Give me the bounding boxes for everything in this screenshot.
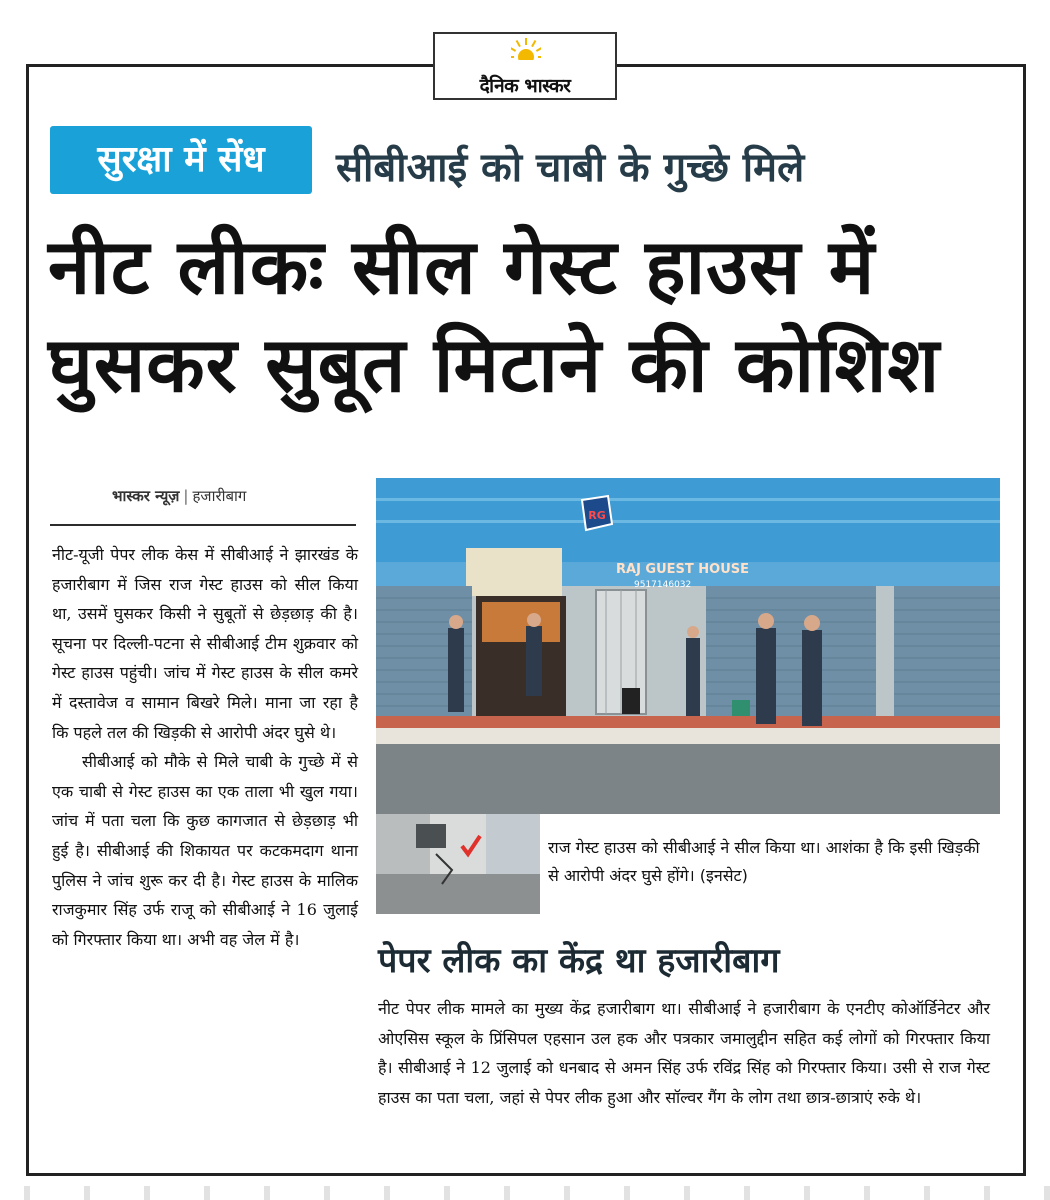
masthead	[433, 32, 617, 100]
kicker-subhead: सीबीआई को चाबी के गुच्छे मिले	[336, 145, 805, 191]
article-body-left	[52, 540, 358, 954]
article-body-right: नीट पेपर लीक मामले का मुख्य केंद्र हजारीबाग था। सीबीआई ने हजारीबाग के एनटीए कोऑर्डिनेटर और ओएसिस स्कूल के प्रिंसिपल एहसान उल हक और पत्रकार जमालुद्दीन सहित कई लोगों को गिरफ्तार किया है। सीबीआई ने 12 जुलाई को धनबाद से अमन सिंह उर्फ रविंद्र सिंह को गिरफ्तार किया। उसी से राज गेस्ट हाउस का पता चला, जहां से पेपर लीक हुआ और सॉल्वर गैंग के लोग तथा छात्र-छात्राएं रुके थे।	[378, 999, 990, 1107]
guest-house-photo	[376, 478, 1000, 814]
sign-phone: 9517146032	[634, 580, 692, 590]
byline-place: हजारीबाग	[192, 487, 247, 505]
byline-agency: भास्कर न्यूज़	[112, 487, 180, 505]
window-inset-photo	[376, 814, 540, 914]
byline-separator: |	[183, 487, 189, 505]
headline-line-1: नीट लीकः सील गेस्ट हाउस में	[48, 222, 876, 311]
photo-caption: राज गेस्ट हाउस को सीबीआई ने सील किया था। आशंका है कि इसी खिड़की से आरोपी अंदर घुसे होंगे। (इनसेट)	[548, 838, 980, 885]
section-heading: पेपर लीक का केंद्र था हजारीबाग	[378, 941, 780, 981]
byline	[112, 486, 246, 506]
sun-logo-icon	[511, 38, 541, 68]
sign-text: RAJ GUEST HOUSE	[616, 562, 750, 577]
kicker-tag: सुरक्षा में सेंध	[50, 126, 312, 194]
next-page-bleed	[0, 1186, 1050, 1200]
headline	[48, 218, 1008, 414]
masthead-name: दैनिक भास्कर	[479, 75, 571, 97]
paragraph: सीबीआई को मौके से मिले चाबी के गुच्छे में से एक चाबी से गेस्ट हाउस का एक ताला भी खुल गया। जांच में पता चला कि कुछ कागजात से छेड़छाड़ भी हुई है। सीबीआई की शिकायत पर कटकमदाग थाना पुलिस ने जांच शुरू कर दी है। गेस्ट हाउस के मालिक राजकुमार सिंह उर्फ राजू को सीबीआई ने 16 जुलाई को गिरफ्तार किया था। अभी वह जेल में है।	[52, 752, 358, 949]
paragraph: नीट-यूजी पेपर लीक केस में सीबीआई ने झारखंड के हजारीबाग में जिस राज गेस्ट हाउस को सील किया था, उसमें घुसकर किसी ने सुबूतों से छेड़छाड़ की है। सूचना पर दिल्ली-पटना से सीबीआई टीम शुक्रवार को गेस्ट हाउस पहुंची। जांच में गेस्ट हाउस के सील कमरे में दस्तावेज व सामान बिखरे मिले। माना जा रहा है कि पहले तल की खिड़की से आरोपी अंदर घुसे थे।	[52, 545, 358, 742]
byline-rule	[50, 524, 356, 526]
headline-line-2: घुसकर सुबूत मिटाने की कोशिश	[48, 320, 941, 409]
svg-text:RG: RG	[588, 509, 606, 522]
